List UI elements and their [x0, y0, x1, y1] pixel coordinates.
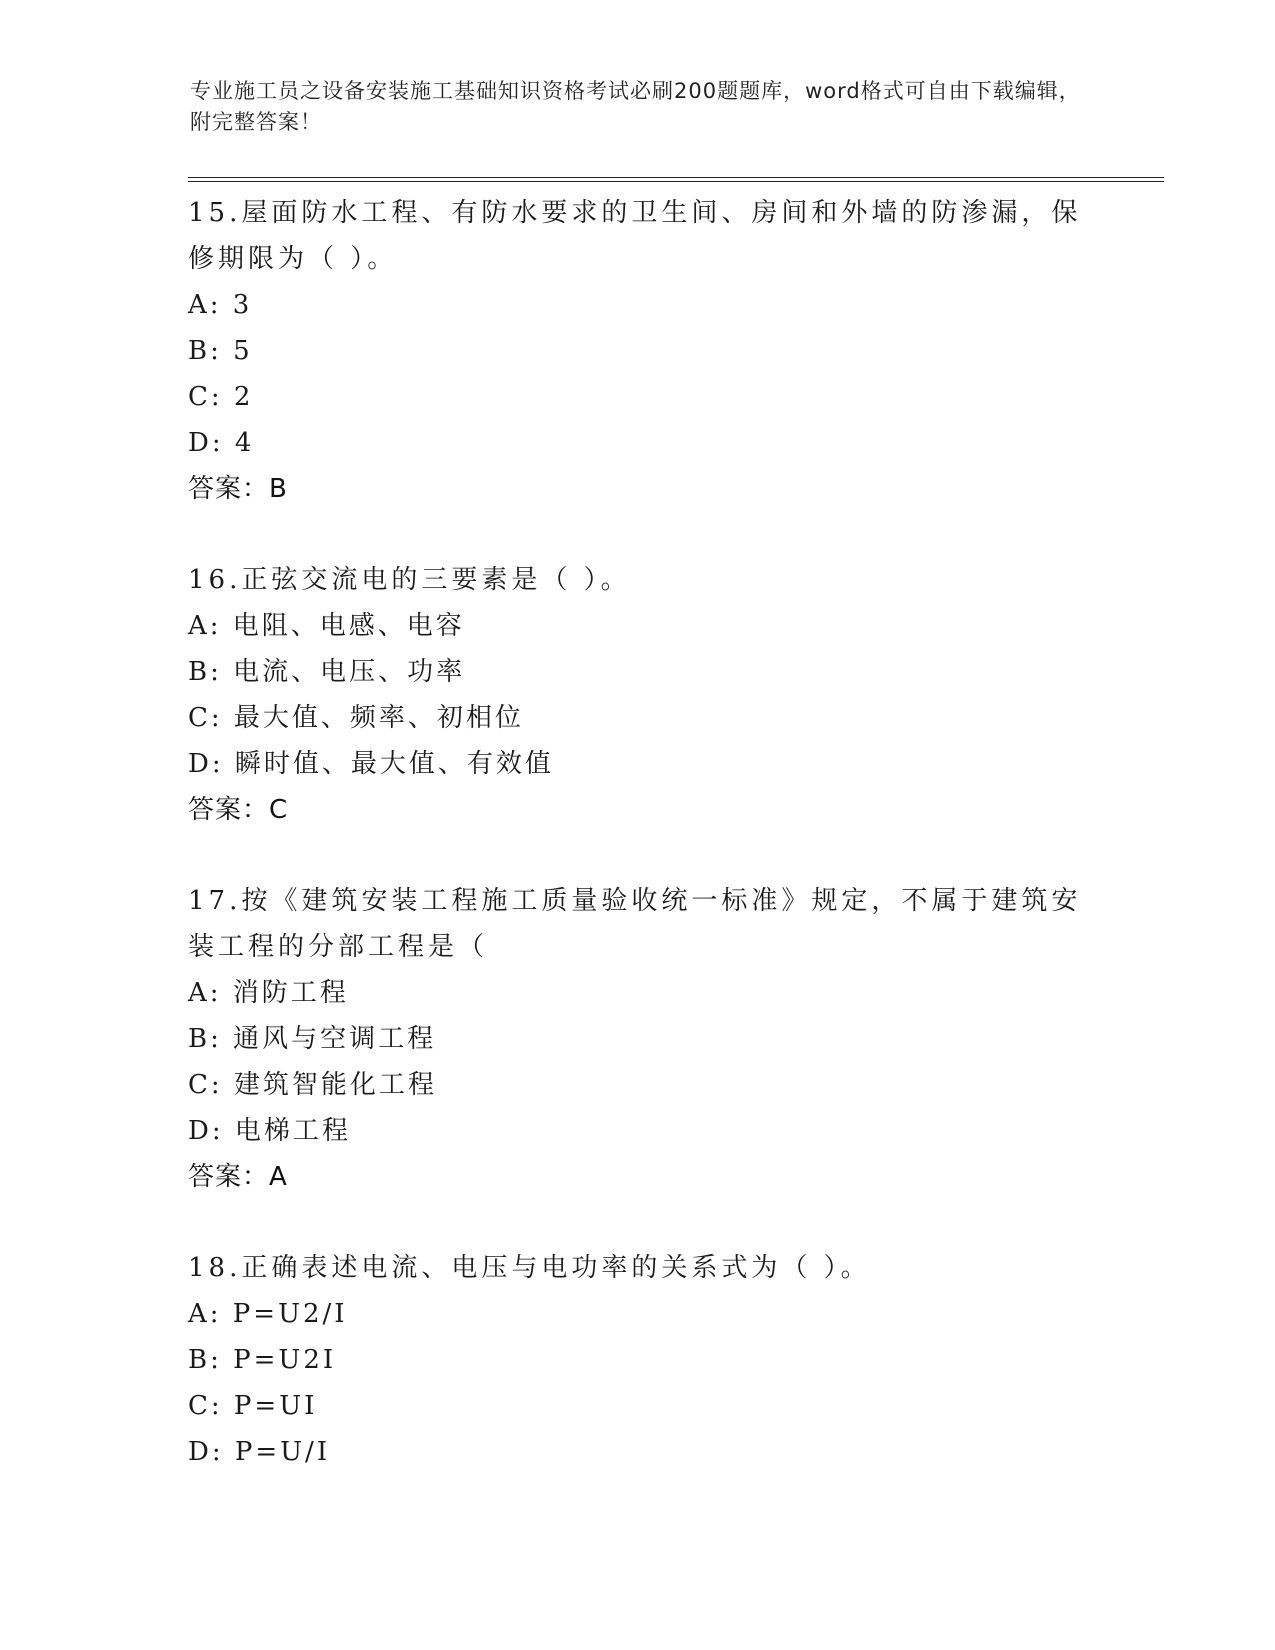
option-c: C: 2 [188, 382, 254, 412]
question-stem: 15.屋面防水工程、有防水要求的卫生间、房间和外墙的防渗漏，保修期限为（ ）。 [188, 198, 1082, 274]
answer-label: 答案：C [188, 795, 289, 825]
answer-label: 答案：B [188, 474, 288, 504]
option-c: C: 建筑智能化工程 [188, 1070, 437, 1100]
header-divider-bottom [188, 181, 1164, 182]
option-d: D: 瞬时值、最大值、有效值 [188, 749, 554, 779]
question-18 [188, 1245, 1088, 1475]
option-a: A: 电阻、电感、电容 [188, 611, 465, 641]
option-b: B: 通风与空调工程 [188, 1024, 437, 1054]
question-stem: 16.正弦交流电的三要素是（ ）。 [188, 565, 631, 595]
question-15 [188, 190, 1088, 512]
question-16 [188, 557, 1088, 833]
option-a: A: 消防工程 [188, 978, 349, 1008]
option-a: A: 3 [188, 290, 253, 320]
document-header: 专业施工员之设备安装施工基础知识资格考试必刷200题题库，word格式可自由下载编辑，附完整答案！ [190, 79, 1081, 134]
option-b: B: 电流、电压、功率 [188, 657, 466, 687]
question-17 [188, 878, 1088, 1200]
question-stem: 17.按《建筑安装工程施工质量验收统一标准》规定，不属于建筑安装工程的分部工程是（ [188, 886, 1082, 962]
option-c: C: 最大值、频率、初相位 [188, 703, 524, 733]
option-c: C: P=UI [188, 1391, 318, 1421]
option-b: B: P=U2I [188, 1345, 337, 1375]
header-divider-top [188, 177, 1164, 178]
option-a: A: P=U2/I [188, 1299, 348, 1329]
question-stem: 18.正确表述电流、电压与电功率的关系式为（ ）。 [188, 1253, 871, 1283]
option-d: D: P=U/I [188, 1437, 331, 1467]
question-list [188, 190, 1088, 1520]
option-d: D: 4 [188, 428, 255, 458]
option-d: D: 电梯工程 [188, 1116, 351, 1146]
answer-label: 答案：A [188, 1162, 288, 1192]
option-b: B: 5 [188, 336, 253, 366]
